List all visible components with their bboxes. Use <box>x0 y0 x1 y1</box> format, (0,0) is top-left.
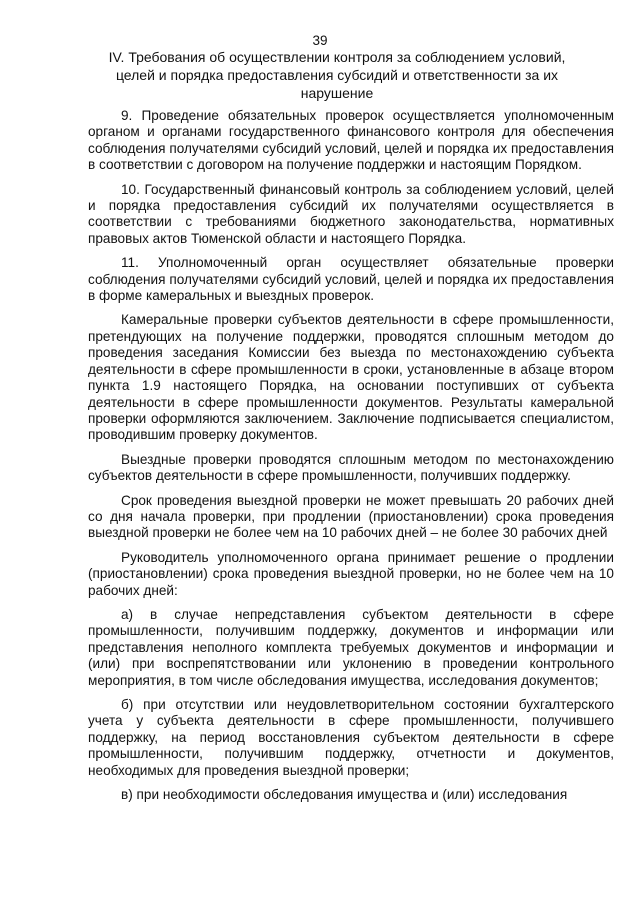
list-item-a: а) в случае непредставления субъектом деятельности в сфере промышленности, получившим поддержку, документов и информации или представления неполного комплекта требуемых документов и информации и (или) при воспрепятствовании или уклонению в проведении контрольного мероприятия, в том числе обследования имущества, исследования документов; <box>88 606 614 688</box>
document-body <box>88 108 614 809</box>
paragraph-10: 10. Государственный финансовый контроль за соблюдением условий, целей и порядка предоставления субсидий их получателями осуществляется в соответствии с требованиями бюджетного законодательства, нормативных правовых актов Тюменской области и настоящего Порядка. <box>88 181 614 246</box>
paragraph-11: 11. Уполномоченный орган осуществляет обязательные проверки соблюдения получателями субсидий условий, целей и порядка их предоставления в форме камеральных и выездных проверок. <box>88 255 614 304</box>
paragraph-field-audits: Выездные проверки проводятся сплошным методом по местонахождению субъектов деятельности в сфере промышленности, получивших поддержку. <box>88 451 614 484</box>
paragraph-extension-decision: Руководитель уполномоченного органа принимает решение о продлении (приостановлении) срока проведения выездной проверки, но не более чем на 10 рабочих дней: <box>88 549 614 598</box>
list-item-v: в) при необходимости обследования имущества и (или) исследования <box>121 787 568 803</box>
paragraph-9: 9. Проведение обязательных проверок осуществляется уполномоченным органом и органами государственного финансового контроля для обеспечения соблюдения получателями субсидий условий, целей и порядка их предоставления в соответствии с договором на получение поддержки и настоящим Порядком. <box>88 108 614 173</box>
paragraph-desk-audits: Камеральные проверки субъектов деятельности в сфере промышленности, претендующих на получение поддержки, проводятся сплошным методом до проведения заседания Комиссии без выезда по местонахождению субъекта деятельности в сфере промышленности в сроки, установленные в абзаце втором пункта 1.9 настоящего Порядка, на основании поступивших от субъекта деятельности в сфере промышленности документов. Результаты камеральной проверки оформляются заключением. Заключение подписывается специалистом, проводившим проверку документов. <box>88 312 614 443</box>
page-number: 39 <box>312 33 328 48</box>
section-heading: IV. Требования об осуществлении контроля за соблюдением условий, целей и порядка предоставления субсидий и ответственности за их нарушение <box>108 49 566 101</box>
list-item-b: б) при отсутствии или неудовлетворительном состоянии бухгалтерского учета у субъекта деятельности в сфере промышленности, получившего поддержку, на период восстановления субъектом деятельности в сфере промышленности, получившим поддержку, отчетности и документов, необходимых для проведения выездной проверки; <box>88 697 614 778</box>
paragraph-field-audit-term: Срок проведения выездной проверки не может превышать 20 рабочих дней со дня начала проверки, при продлении (приостановлении) срока проведения выездной проверки не более чем на 10 рабочих дней – не более 30 рабочих дней <box>88 492 614 541</box>
